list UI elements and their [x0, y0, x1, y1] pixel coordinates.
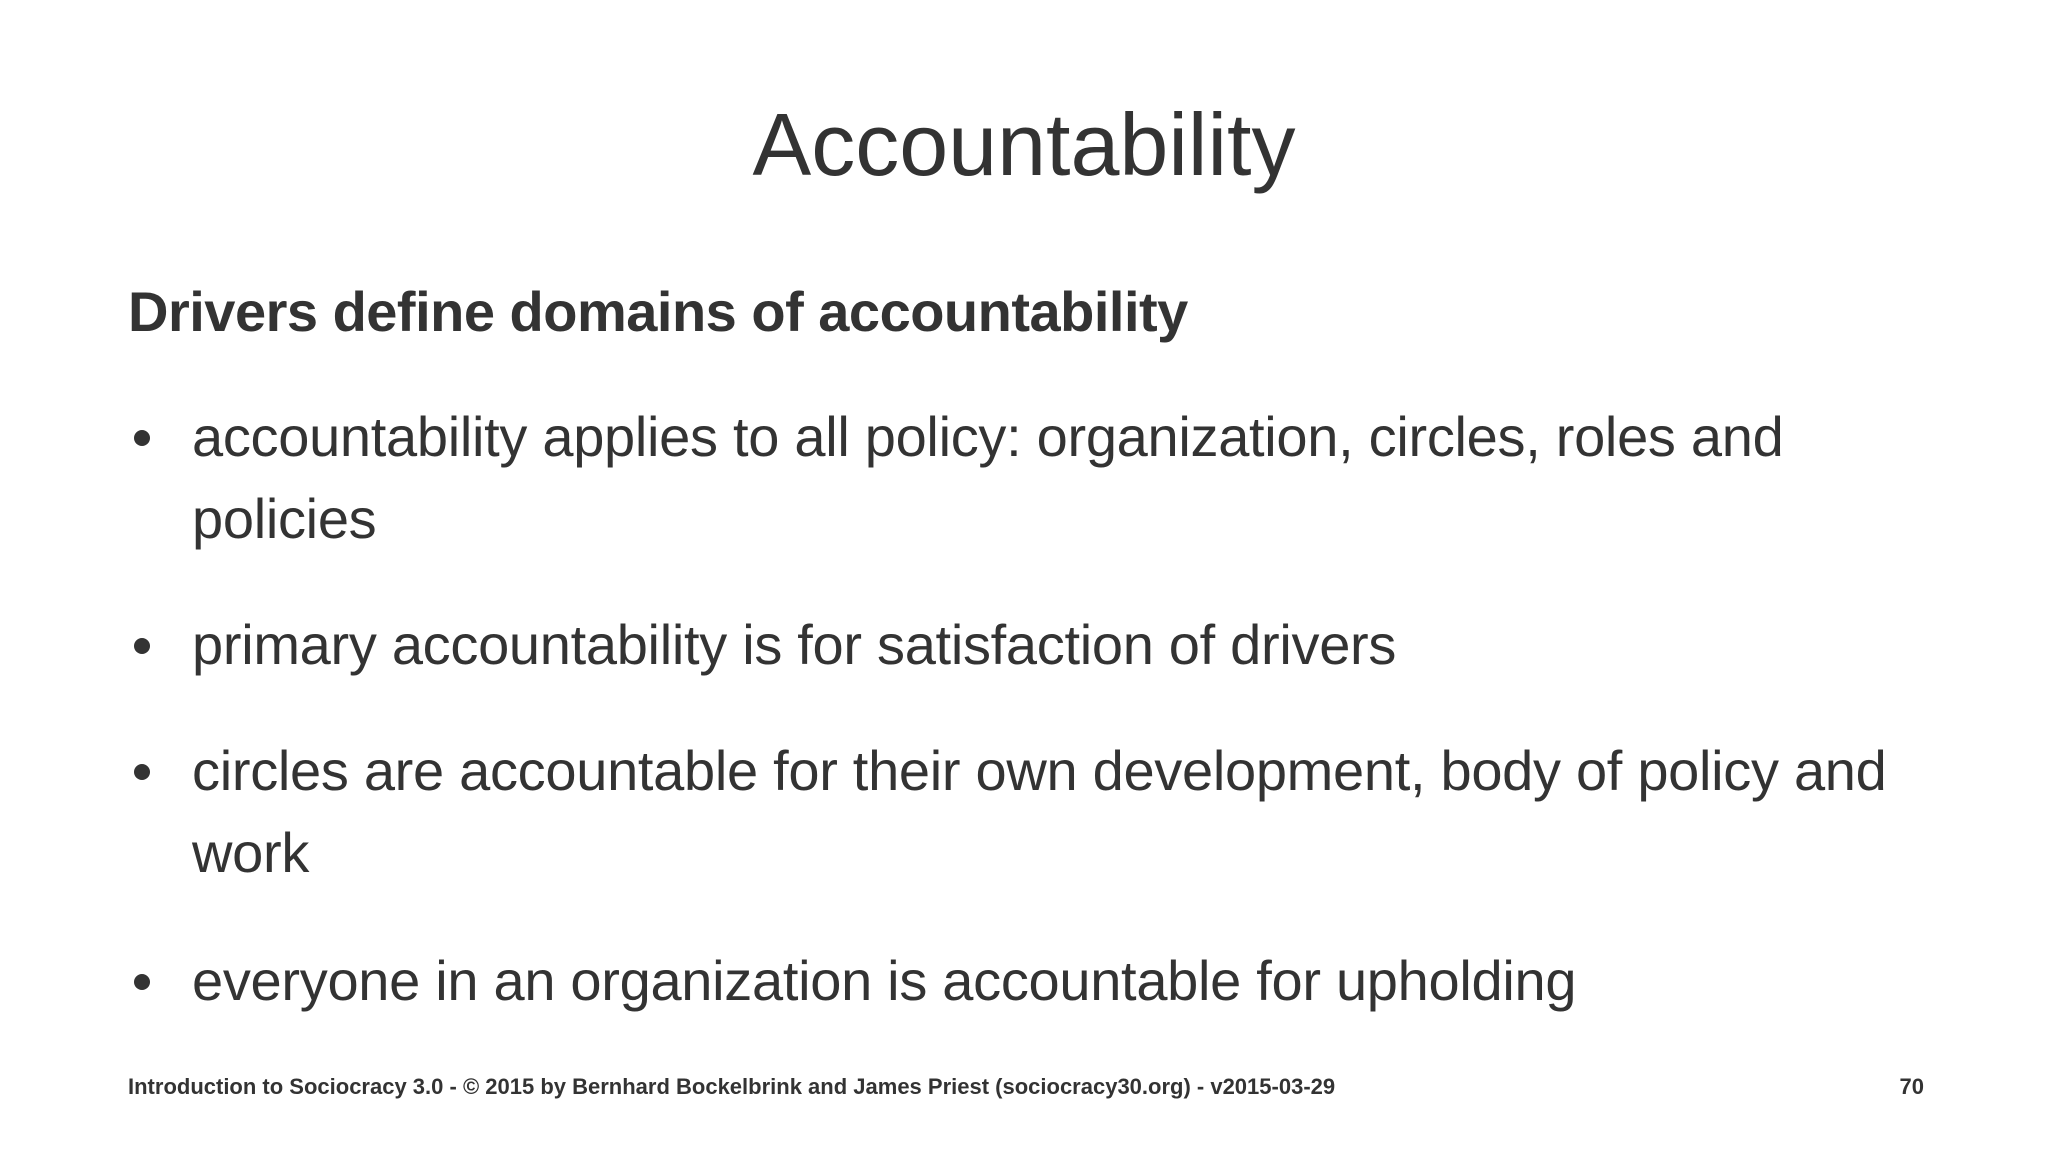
bullet-dot-icon	[134, 974, 150, 990]
bullet-dot-icon	[134, 638, 150, 654]
slide-subtitle: Drivers define domains of accountability	[128, 280, 1188, 343]
page-number: 70	[1899, 1074, 1924, 1099]
bullet-dot-icon	[134, 764, 150, 780]
bullet-dot-icon	[134, 430, 150, 446]
bullet-text: everyone in an organization is accountable for upholding	[192, 949, 1577, 1012]
bullet-text: primary accountability is for satisfaction of drivers	[192, 613, 1397, 676]
bullet-text: circles are accountable for their own development, body of policy and work	[192, 739, 1887, 884]
slide-title: Accountability	[752, 95, 1296, 194]
footer-credits: Introduction to Sociocracy 3.0 - © 2015 by Bernhard Bockelbrink and James Priest (sociocracy30.org) - v2015-03-29	[128, 1074, 1336, 1099]
bullet-text: accountability applies to all policy: organization, circles, roles and policies	[192, 405, 1784, 550]
